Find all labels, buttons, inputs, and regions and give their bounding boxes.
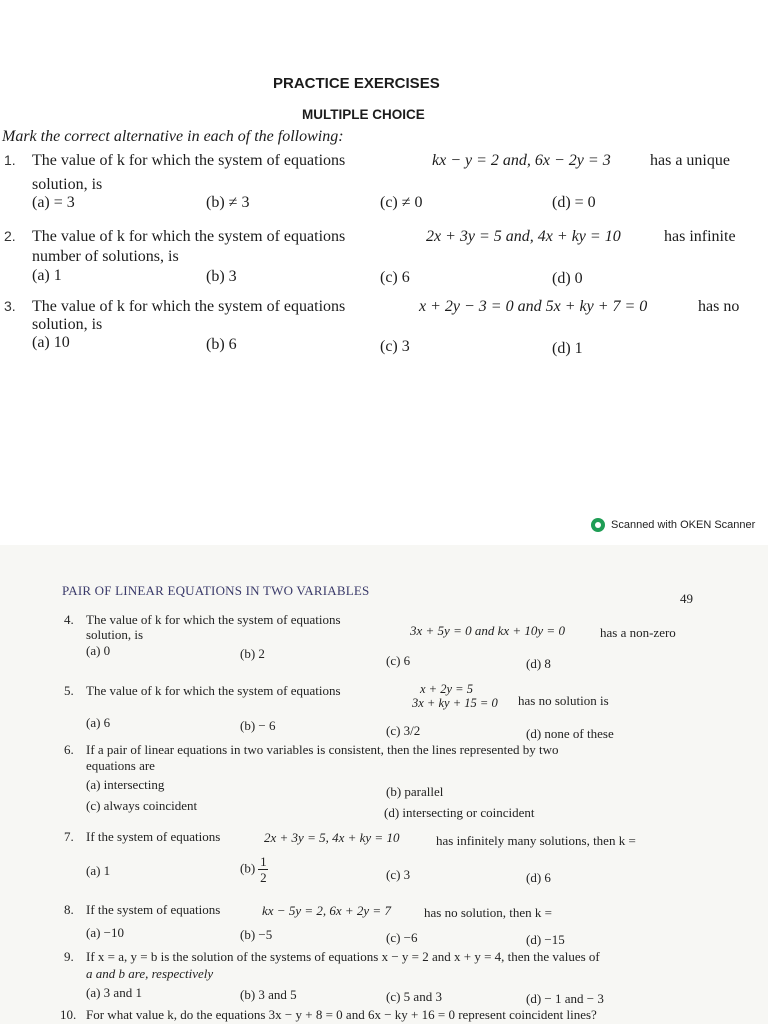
option-c[interactable]: (c) 3 [380, 338, 410, 355]
option-b[interactable]: (b) − 6 [240, 718, 276, 733]
option-b[interactable]: (b) parallel [386, 784, 444, 799]
option-a[interactable]: (a) 6 [86, 715, 111, 730]
option-c[interactable]: (c) ≠ 0 [380, 194, 423, 211]
option-d[interactable]: (d) = 0 [552, 194, 596, 211]
option-c[interactable]: (c) −6 [386, 930, 418, 945]
question-4-equation: 3x + 5y = 0 and kx + 10y = 0 [410, 623, 565, 638]
question-number: 9. [64, 949, 74, 964]
question-9 [64, 949, 600, 965]
question-10 [60, 1007, 597, 1023]
question-number: 8. [64, 902, 74, 917]
option-d[interactable]: (d) 1 [552, 340, 583, 357]
running-head: PAIR OF LINEAR EQUATIONS IN TWO VARIABLES [62, 583, 370, 598]
question-number: 1. [4, 152, 16, 168]
page-number: 49 [680, 591, 693, 606]
fraction-denominator: 2 [260, 870, 267, 885]
option-b[interactable]: (b) −5 [240, 927, 273, 942]
question-7 [64, 829, 220, 845]
question-text: The value of k for which the system of equations [32, 298, 346, 315]
question-6 [64, 742, 559, 758]
question-6-line2: equations are [86, 758, 155, 773]
question-text: If the system of equations [86, 902, 221, 917]
question-2-tail: has infinite [664, 228, 736, 245]
option-b[interactable]: (b) 2 [240, 646, 265, 661]
option-c[interactable]: (c) 3 [386, 867, 411, 882]
option-label: (b) [240, 860, 256, 876]
question-text: The value of k for which the system of equations [32, 228, 346, 245]
question-8-tail: has no solution, then k = [424, 905, 552, 920]
option-d[interactable]: (d) intersecting or coincident [384, 805, 535, 820]
option-d[interactable]: (d) 8 [526, 656, 551, 671]
question-3-equation: x + 2y − 3 = 0 and 5x + ky + 7 = 0 [419, 298, 648, 315]
option-a[interactable]: (a) −10 [86, 925, 125, 940]
option-b[interactable]: (b) ≠ 3 [206, 194, 250, 211]
option-c[interactable]: (c) 5 and 3 [386, 989, 442, 1004]
option-d[interactable]: (d) −15 [526, 932, 565, 947]
scanner-watermark [591, 518, 755, 532]
option-c[interactable]: (c) always coincident [86, 798, 198, 813]
question-number: 7. [64, 829, 74, 844]
option-b[interactable]: (b) 6 [206, 336, 237, 353]
question-2 [4, 228, 345, 246]
option-a[interactable]: (a) = 3 [32, 194, 75, 211]
question-text: The value of k for which the system of equations [86, 683, 341, 698]
question-number: 5. [64, 683, 74, 698]
question-5-tail: has no solution is [518, 693, 609, 708]
question-7-equation: 2x + 3y = 5, 4x + ky = 10 [264, 830, 400, 845]
option-c[interactable]: (c) 3/2 [386, 723, 421, 738]
page-1-scan [0, 0, 768, 440]
page-title: PRACTICE EXERCISES [273, 75, 440, 92]
question-text: For what value k, do the equations 3x − y + 8 = 0 and 6x − ky + 16 = 0 represent coincident lines? [86, 1007, 597, 1022]
question-text: The value of k for which the system of equations [86, 612, 341, 627]
option-a[interactable]: (a) 0 [86, 643, 111, 658]
option-b[interactable] [240, 855, 268, 884]
question-4-tail: has a non-zero [600, 625, 676, 640]
scanner-label: Scanned with OKEN Scanner [611, 518, 756, 531]
question-text: If the system of equations [86, 829, 221, 844]
option-b[interactable]: (b) 3 [206, 268, 237, 285]
equation-1: x + 2y = 5 [420, 682, 473, 696]
option-a[interactable]: (a) intersecting [86, 777, 165, 792]
option-d[interactable]: (d) − 1 and − 3 [526, 991, 604, 1006]
question-8 [64, 902, 220, 918]
question-number: 6. [64, 742, 74, 757]
question-1-tail: has a unique [650, 152, 730, 169]
question-text: If a pair of linear equations in two variables is consistent, then the lines represented by two [86, 742, 559, 757]
question-1 [4, 152, 345, 170]
option-c[interactable]: (c) 6 [386, 653, 411, 668]
question-number: 4. [64, 612, 74, 627]
option-a[interactable]: (a) 3 and 1 [86, 985, 142, 1000]
question-3 [4, 298, 345, 316]
fraction-numerator: 1 [260, 854, 267, 869]
option-d[interactable]: (d) 0 [552, 270, 583, 287]
option-d[interactable]: (d) 6 [526, 870, 551, 885]
fraction-one-half [258, 855, 268, 884]
section-subtitle: MULTIPLE CHOICE [302, 107, 425, 122]
question-number: 2. [4, 228, 16, 244]
option-c[interactable]: (c) 6 [380, 269, 410, 286]
question-3-line2: solution, is [32, 316, 103, 333]
question-2-line2: number of solutions, is [32, 248, 179, 265]
question-3-tail: has no [698, 298, 740, 315]
question-7-tail: has infinitely many solutions, then k = [436, 833, 636, 848]
question-9-line2: a and b are, respectively [86, 966, 214, 981]
question-5-equation-system [412, 683, 498, 711]
option-b[interactable]: (b) 3 and 5 [240, 987, 297, 1002]
question-text: If x = a, y = b is the solution of the systems of equations x − y = 2 and x + y = 4, then the values of [86, 949, 600, 964]
question-2-equation: 2x + 3y = 5 and, 4x + ky = 10 [426, 228, 621, 245]
question-text: The value of k for which the system of equations [32, 152, 346, 169]
question-number: 10. [60, 1007, 77, 1022]
option-a[interactable]: (a) 1 [86, 863, 111, 878]
option-a[interactable]: (a) 10 [32, 334, 70, 351]
question-4-line2: solution, is [86, 627, 144, 642]
question-5 [64, 683, 341, 699]
question-8-equation: kx − 5y = 2, 6x + 2y = 7 [262, 903, 391, 918]
question-1-equation: kx − y = 2 and, 6x − 2y = 3 [432, 152, 611, 169]
option-d[interactable]: (d) none of these [526, 726, 614, 741]
scanner-logo-icon [591, 518, 605, 532]
option-a[interactable]: (a) 1 [32, 267, 62, 284]
instruction-text: Mark the correct alternative in each of the following: [2, 128, 344, 145]
question-1-line2: solution, is [32, 176, 103, 193]
question-number: 3. [4, 298, 16, 314]
equation-2: 3x + ky + 15 = 0 [412, 695, 498, 710]
question-4 [64, 612, 341, 628]
